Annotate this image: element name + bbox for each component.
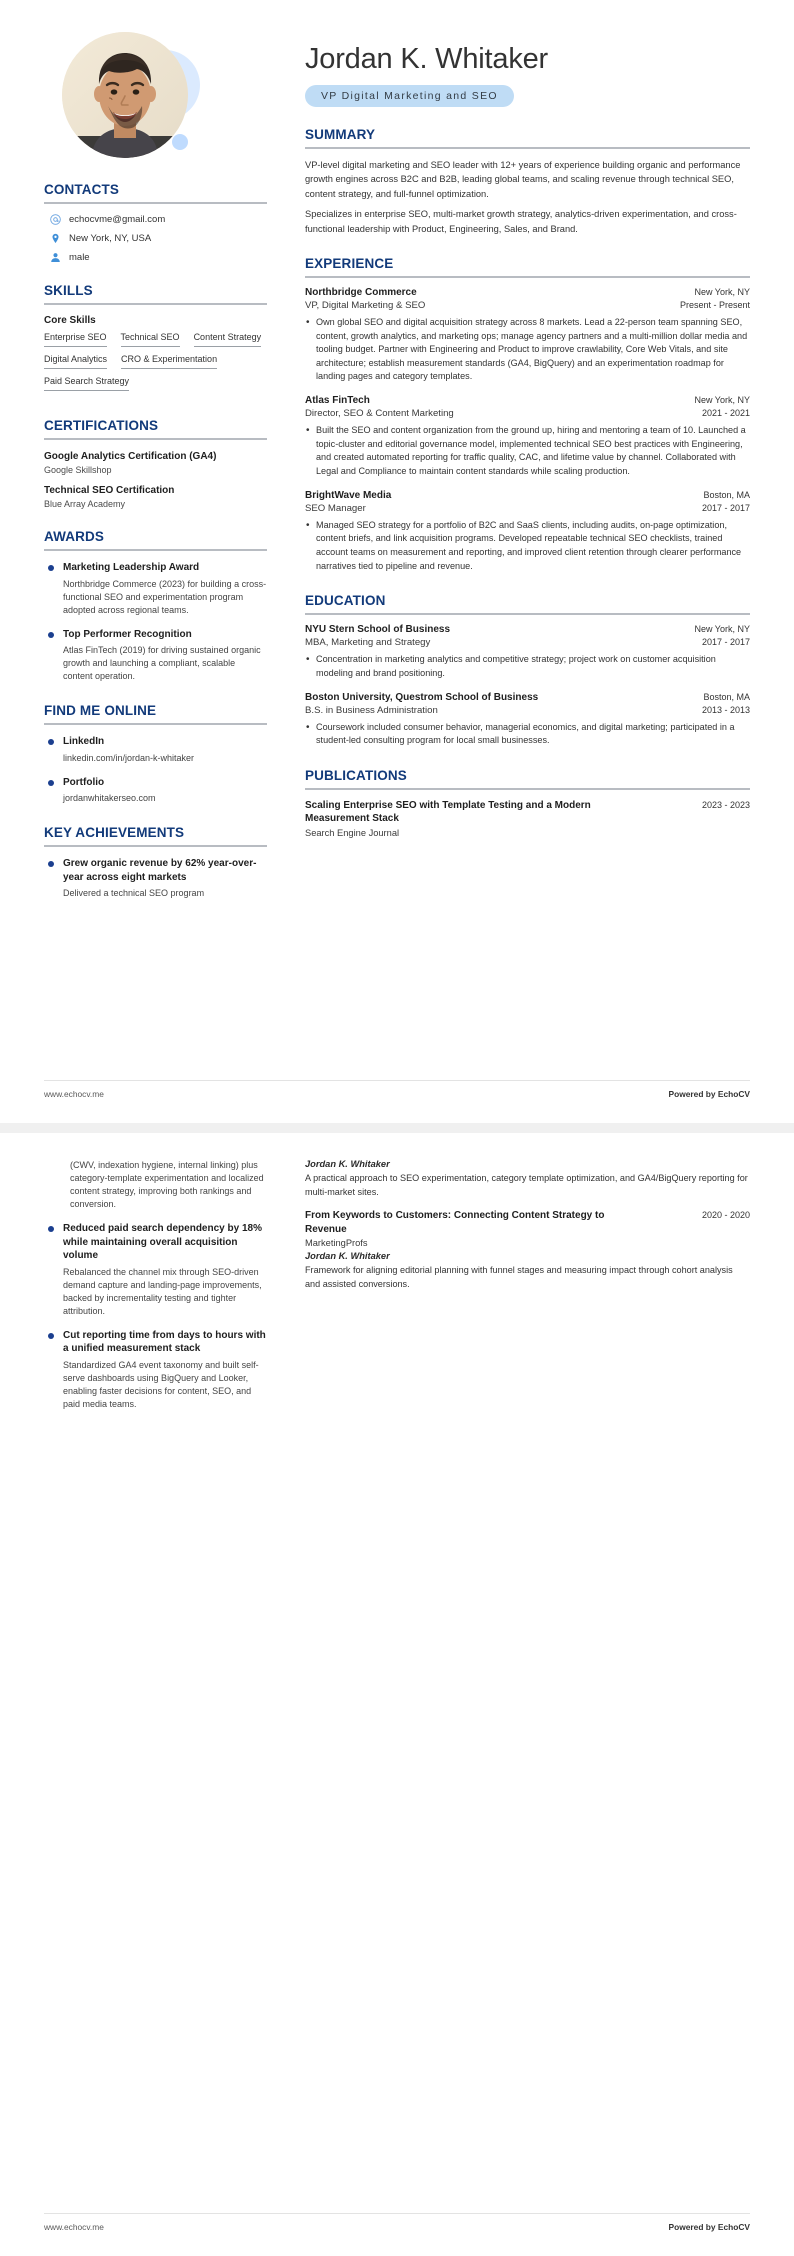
achievement-title: Grew organic revenue by 62% year-over-year across eight markets (63, 858, 257, 883)
decorative-blob-small (172, 134, 188, 150)
footer-divider (44, 2213, 750, 2214)
divider (44, 845, 267, 847)
achievements-list (44, 857, 267, 900)
divider (44, 723, 267, 725)
divider (305, 788, 750, 790)
achievements-list-continued (44, 1159, 267, 1411)
avatar (62, 32, 192, 162)
achievement-description: (CWV, indexation hygiene, internal linking) plus category-template experimentation and localized content strategy, improving both rankings and conversion. (70, 1160, 264, 1210)
person-icon (50, 252, 61, 263)
experience-location: New York, NY (694, 395, 750, 406)
publication-venue: Search Engine Journal (305, 827, 400, 838)
skills-list (44, 332, 267, 398)
contact-location (50, 233, 267, 244)
education-location: Boston, MA (703, 691, 750, 702)
award-description: Northbridge Commerce (2023) for building a cross-functional SEO and experimentation program adopted across regional teams. (63, 578, 267, 615)
experience-role: VP, Digital Marketing & SEO (305, 299, 426, 311)
footer-website[interactable]: www.echocv.me (44, 1089, 104, 1099)
experience-entry (305, 287, 750, 384)
section-heading-publications: PUBLICATIONS (305, 767, 407, 783)
awards-list (44, 561, 267, 683)
skill-item: Enterprise SEO (44, 332, 107, 347)
bullet-dot-icon (48, 1333, 54, 1339)
education-bullets (305, 653, 750, 680)
experience-role: SEO Manager (305, 502, 366, 514)
experience-dates: 2017 - 2017 (701, 502, 750, 513)
contact-email[interactable] (50, 214, 267, 225)
page-title: Jordan K. Whitaker (305, 43, 548, 75)
education-location: New York, NY (694, 624, 750, 635)
certification-org: Google Skillshop (44, 465, 112, 475)
publication-author: Jordan K. Whitaker (305, 1251, 390, 1262)
section-heading-awards: AWARDS (44, 529, 105, 544)
publication-description: Framework for aligning editorial planning with funnel stages and measuring impact through cohort analysis and assisted conversions. (305, 1265, 733, 1289)
footer-website[interactable]: www.echocv.me (44, 2222, 104, 2232)
online-profile-title: Portfolio (63, 776, 105, 788)
education-bullet: • Concentration in marketing analytics and competitive strategy; project work on customer acquisition modeling and brand positioning. (305, 653, 750, 680)
achievement-item (48, 857, 267, 900)
contact-location-value: New York, NY, USA (69, 233, 152, 244)
section-heading-education: EDUCATION (305, 593, 386, 609)
achievement-item (48, 1329, 267, 1411)
publication-item (305, 1209, 750, 1291)
section-heading-find-me-online: FIND ME ONLINE (44, 703, 157, 719)
skill-item: Content Strategy (194, 332, 262, 347)
certification-item (44, 450, 267, 475)
section-heading-certifications: CERTIFICATIONS (44, 418, 159, 433)
experience-location: New York, NY (694, 286, 750, 297)
achievement-description: Delivered a technical SEO program (63, 888, 205, 899)
skill-item: Paid Search Strategy (44, 376, 129, 391)
experience-entry (305, 490, 750, 574)
achievement-description: Standardized GA4 event taxonomy and built self-serve dashboards using BigQuery and Looker, enabling faster decisions for content, SEO, and paid media teams. (63, 1359, 259, 1410)
bullet-dot-icon (48, 565, 54, 571)
education-institution: Boston University, Questrom School of Business (305, 691, 539, 703)
summary-paragraph: Specializes in enterprise SEO, multi-market growth strategy, analytics-driven experimentation, and cross-functional leadership with Product, Engineering, Sales, and Brand. (305, 209, 737, 234)
contact-gender-value: male (69, 252, 90, 263)
sidebar (44, 26, 289, 1123)
sidebar-continued (44, 1159, 289, 2256)
achievement-title: Reduced paid search dependency by 18% while maintaining overall acquisition volume (63, 1223, 262, 1262)
location-pin-icon (50, 233, 61, 244)
education-entry (305, 624, 750, 680)
education-dates: 2013 - 2013 (701, 704, 750, 715)
award-title: Top Performer Recognition (63, 628, 192, 640)
education-bullet: • Coursework included consumer behavior, managerial economics, and digital marketing; participated in a student-led consulting program for local small businesses. (305, 721, 750, 748)
divider (305, 276, 750, 278)
education-bullets (305, 721, 750, 748)
divider (44, 303, 267, 305)
divider (305, 147, 750, 149)
online-profile-linkedin[interactable] (48, 735, 267, 765)
bullet-dot-icon (48, 780, 54, 786)
achievement-item (48, 1222, 267, 1318)
education-institution: NYU Stern School of Business (305, 624, 451, 636)
education-degree: B.S. in Business Administration (305, 704, 438, 716)
section-heading-key-achievements: KEY ACHIEVEMENTS (44, 825, 185, 841)
email-icon (50, 214, 61, 225)
role-badge: VP Digital Marketing and SEO (305, 85, 514, 107)
main-column (289, 26, 750, 1123)
publication-title: From Keywords to Customers: Connecting Content Strategy to Revenue (305, 1210, 605, 1235)
summary-paragraph: VP-level digital marketing and SEO leader with 12+ years of experience building organic and performance growth engines across B2C and B2B, leading global teams, and scaling revenue through technical SEO, content strategy, and full-funnel optimization. (305, 159, 741, 199)
contacts-list (44, 214, 267, 263)
bullet-dot-icon (48, 1226, 54, 1232)
main-column-continued (289, 1159, 750, 2256)
publication-author: Jordan K. Whitaker (305, 1159, 390, 1169)
footer-divider (44, 1080, 750, 1081)
award-title: Marketing Leadership Award (63, 562, 200, 573)
experience-bullets (305, 519, 750, 574)
online-profile-url: jordanwhitakerseo.com (63, 793, 156, 804)
page-footer (44, 1089, 750, 1099)
publication-venue: MarketingProfs (305, 1238, 368, 1249)
resume-page-1 (0, 0, 794, 1123)
section-heading-experience: EXPERIENCE (305, 255, 394, 271)
award-item (48, 561, 267, 617)
achievement-item (70, 1159, 267, 1211)
skill-item: Technical SEO (121, 332, 180, 347)
experience-organization: BrightWave Media (305, 489, 392, 501)
profile-photo (62, 32, 188, 158)
publication-description: A practical approach to SEO experimentation, category template optimization, and GA4/BigQuery reporting for multi-market sites. (305, 1173, 748, 1197)
experience-bullet: • Own global SEO and digital acquisition strategy across 8 markets. Lead a 22-person team spanning SEO, content, growth analytics, and marketing ops; manage agency partners and a multi-million dollar media and tooling budget. Partner with Engineering and Product to improve crawlability, Core Web Vitals, and site architecture; establish measurement standards (GA4, BigQuery) and an experimentation roadmap for landing pages and category templates. (305, 316, 750, 384)
education-degree: MBA, Marketing and Strategy (305, 637, 431, 649)
experience-location: Boston, MA (703, 489, 750, 500)
divider (44, 438, 267, 440)
section-heading-skills: SKILLS (44, 283, 93, 298)
experience-entry (305, 395, 750, 479)
certification-org: Blue Array Academy (44, 499, 126, 509)
experience-role: Director, SEO & Content Marketing (305, 408, 454, 420)
award-item (48, 628, 267, 684)
experience-bullets (305, 424, 750, 479)
resume-page-2 (0, 1133, 794, 2256)
publication-year: 2020 - 2020 (701, 1210, 750, 1221)
experience-dates: Present - Present (679, 299, 750, 310)
certification-name: Technical SEO Certification (44, 485, 175, 496)
achievement-title: Cut reporting time from days to hours with a unified measurement stack (63, 1329, 266, 1355)
online-profiles-list (44, 735, 267, 805)
page-footer (44, 2222, 750, 2232)
experience-dates: 2021 - 2021 (701, 408, 750, 419)
education-entry (305, 692, 750, 748)
divider (44, 549, 267, 551)
page-separator (0, 1123, 794, 1133)
online-profile-title: LinkedIn (63, 736, 105, 748)
footer-branding: Powered by EchoCV (668, 2222, 750, 2232)
bullet-dot-icon (48, 861, 54, 867)
award-description: Atlas FinTech (2019) for driving sustained organic growth and launching a compliant, scalable content operation. (63, 645, 261, 682)
publication-title: Scaling Enterprise SEO with Template Testing and a Modern Measurement Stack (305, 799, 591, 825)
experience-bullet: • Managed SEO strategy for a portfolio of B2C and SaaS clients, including audits, on-page optimization, content briefs, and link acquisition programs. Developed repeatable technical SEO checklists, trained account teams on measurement and reporting, and improved client retention through clearer performance narratives tied to pipeline and revenue. (305, 519, 750, 574)
contact-gender (50, 252, 267, 263)
bullet-dot-icon (48, 739, 54, 745)
skills-group-label: Core Skills (44, 315, 96, 326)
experience-bullets (305, 316, 750, 384)
certifications-list (44, 450, 267, 509)
skill-item: Digital Analytics (44, 354, 107, 369)
education-dates: 2017 - 2017 (701, 637, 750, 648)
experience-organization: Atlas FinTech (305, 395, 370, 407)
experience-organization: Northbridge Commerce (305, 286, 417, 298)
experience-bullet: • Built the SEO and content organization from the ground up, hiring and mentoring a team of 10. Launched a topic-cluster and editorial governance model, implemented technical SEO best practices with Engineering, and created automated reporting for traffic quality, CAC, and lifetime value by channel. Collaborated with Legal and Compliance to maintain content standards while scaling production. (305, 424, 750, 479)
contact-email-value: echocvme@gmail.com (69, 214, 166, 225)
divider (305, 613, 750, 615)
divider (44, 202, 267, 204)
certification-item (44, 484, 267, 509)
publication-year: 2023 - 2023 (701, 799, 750, 810)
achievement-description: Rebalanced the channel mix through SEO-driven demand capture and landing-page improvements, backed by incrementality testing and tighter attribution. (63, 1266, 262, 1316)
online-profile-url: linkedin.com/in/jordan-k-whitaker (63, 752, 195, 763)
publication-item (305, 1159, 750, 1199)
online-profile-portfolio[interactable] (48, 776, 267, 806)
bullet-dot-icon (48, 632, 54, 638)
section-heading-contacts: CONTACTS (44, 182, 120, 197)
certification-name: Google Analytics Certification (GA4) (44, 451, 217, 462)
publication-item (305, 799, 750, 838)
skill-item: CRO & Experimentation (121, 354, 217, 369)
footer-branding: Powered by EchoCV (668, 1089, 750, 1099)
section-heading-summary: SUMMARY (305, 126, 376, 142)
